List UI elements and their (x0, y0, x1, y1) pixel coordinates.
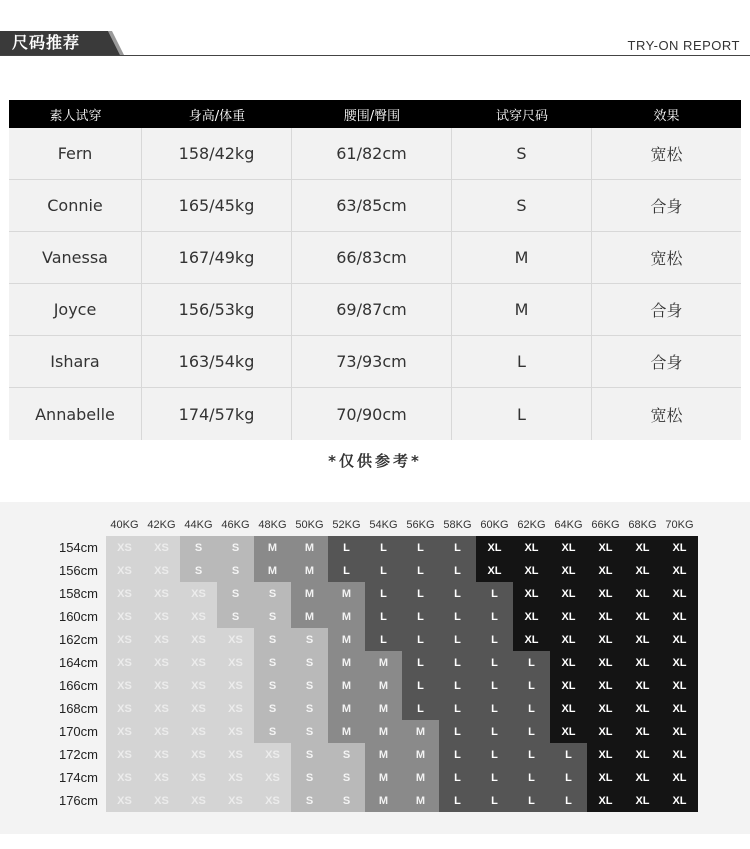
cell-fit: 宽松 (650, 405, 683, 425)
size-cell: S (254, 651, 291, 674)
size-cell: L (439, 651, 476, 674)
size-cell: XL (624, 605, 661, 628)
size-cell: XS (143, 766, 180, 789)
cell-model-name: Fern (9, 128, 142, 179)
size-cell: S (328, 743, 365, 766)
size-cell: XL (661, 743, 698, 766)
weight-label: 48KG (258, 519, 287, 531)
size-cell: XL (587, 582, 624, 605)
cell-height-weight: 174/57kg (142, 388, 292, 440)
size-cell: XL (661, 766, 698, 789)
size-cell: L (513, 789, 550, 812)
size-cell: S (291, 743, 328, 766)
weight-label: 52KG (332, 519, 361, 531)
size-cell: XL (624, 582, 661, 605)
cell-height-weight: 158/42kg (142, 128, 292, 179)
size-cell: L (365, 559, 402, 582)
size-cell: L (513, 720, 550, 743)
size-cell: L (476, 651, 513, 674)
size-cell: XL (513, 605, 550, 628)
size-cell: L (513, 674, 550, 697)
size-cell: XS (106, 651, 143, 674)
size-cell: XL (476, 559, 513, 582)
size-cell: XL (661, 559, 698, 582)
size-cell: XL (550, 674, 587, 697)
height-label: 154cm (58, 540, 98, 555)
size-cell: XL (587, 743, 624, 766)
size-cell: XS (106, 766, 143, 789)
cell-fit: 合身 (650, 301, 683, 320)
weight-label: 54KG (369, 519, 398, 531)
cell-size: S (452, 180, 592, 231)
size-cell: M (328, 697, 365, 720)
size-cell: XL (661, 789, 698, 812)
size-cell: XS (143, 651, 180, 674)
size-cell: XL (587, 628, 624, 651)
section-header (0, 0, 750, 60)
size-cell: S (291, 697, 328, 720)
size-cell: S (328, 789, 365, 812)
size-cell: XL (587, 651, 624, 674)
cell-waist-hip: 70/90cm (292, 388, 452, 440)
size-cell: L (402, 674, 439, 697)
size-cell: M (328, 582, 365, 605)
section-title: 尺码推荐 (12, 33, 81, 52)
size-cell: L (365, 605, 402, 628)
size-cell: M (291, 536, 328, 559)
cell-model-name: Joyce (9, 284, 142, 335)
size-cell: XS (217, 789, 254, 812)
size-cell: L (439, 559, 476, 582)
size-cell: XS (180, 628, 217, 651)
size-cell: XL (513, 628, 550, 651)
size-cell: L (439, 789, 476, 812)
header-cell-fit: 效果 (653, 108, 680, 124)
size-cell: XL (624, 559, 661, 582)
size-cell: XL (513, 536, 550, 559)
size-cell: S (254, 605, 291, 628)
size-cell: L (439, 605, 476, 628)
size-cell: S (291, 628, 328, 651)
size-cell: XS (217, 628, 254, 651)
size-cell: XL (587, 697, 624, 720)
size-cell: XL (587, 559, 624, 582)
size-cell: XL (550, 697, 587, 720)
height-label: 160cm (58, 609, 98, 624)
weight-label: 68KG (628, 519, 657, 531)
table-row (9, 128, 741, 180)
size-cell: L (439, 720, 476, 743)
size-cell: S (254, 582, 291, 605)
size-cell: XS (217, 720, 254, 743)
size-cell: XL (661, 697, 698, 720)
size-cell: S (180, 559, 217, 582)
cell-model-name: Annabelle (9, 388, 142, 440)
size-cell: S (217, 582, 254, 605)
size-cell: XL (513, 582, 550, 605)
size-chart (0, 502, 750, 834)
weight-label: 50KG (295, 519, 324, 531)
size-cell: XL (624, 720, 661, 743)
size-cell: M (254, 536, 291, 559)
size-cell: XS (143, 582, 180, 605)
size-cell: XS (254, 789, 291, 812)
height-label: 174cm (58, 770, 98, 785)
height-label: 156cm (58, 563, 98, 578)
size-cell: S (254, 674, 291, 697)
size-cell: XS (180, 766, 217, 789)
size-cell: L (476, 628, 513, 651)
cell-waist-hip: 61/82cm (292, 128, 452, 179)
size-cell: M (328, 651, 365, 674)
size-cell: L (402, 582, 439, 605)
size-cell: XS (106, 605, 143, 628)
size-cell: XL (661, 605, 698, 628)
size-cell: XS (180, 651, 217, 674)
size-cell: XS (254, 766, 291, 789)
size-cell: M (402, 789, 439, 812)
table-row (9, 336, 741, 388)
cell-model-name: Ishara (9, 336, 142, 387)
cell-height-weight: 167/49kg (142, 232, 292, 283)
size-cell: XS (106, 720, 143, 743)
size-cell: XL (587, 605, 624, 628)
size-cell: XL (550, 651, 587, 674)
size-cell: XL (476, 536, 513, 559)
size-cell: XL (624, 766, 661, 789)
size-cell: XS (180, 605, 217, 628)
size-cell: XL (550, 582, 587, 605)
height-label: 162cm (58, 632, 98, 647)
size-cell: M (365, 789, 402, 812)
size-cell: XS (180, 697, 217, 720)
size-cell: M (365, 766, 402, 789)
size-grid (106, 536, 697, 812)
size-cell: L (402, 536, 439, 559)
size-cell: L (476, 766, 513, 789)
size-cell: L (365, 628, 402, 651)
size-cell: XL (550, 559, 587, 582)
height-label: 158cm (58, 586, 98, 601)
size-cell: S (291, 651, 328, 674)
size-cell: XL (661, 536, 698, 559)
weight-label: 56KG (406, 519, 435, 531)
height-label: 176cm (58, 793, 98, 808)
size-cell: S (328, 766, 365, 789)
weight-label: 46KG (221, 519, 250, 531)
size-cell: L (439, 766, 476, 789)
size-cell: M (365, 697, 402, 720)
size-cell: L (476, 582, 513, 605)
size-cell: XS (143, 720, 180, 743)
size-cell: L (550, 743, 587, 766)
size-cell: L (513, 651, 550, 674)
cell-size: S (452, 128, 592, 179)
height-label: 168cm (58, 701, 98, 716)
size-cell: L (476, 743, 513, 766)
size-cell: XL (661, 720, 698, 743)
size-cell: XS (143, 559, 180, 582)
tryon-table-body (9, 128, 741, 440)
size-cell: XL (661, 651, 698, 674)
header-cell-height-weight: 身高/体重 (188, 108, 246, 124)
cell-fit: 宽松 (650, 145, 683, 164)
cell-height-weight: 163/54kg (142, 336, 292, 387)
size-cell: XL (587, 789, 624, 812)
size-cell: L (476, 789, 513, 812)
table-row (9, 232, 741, 284)
size-cell: XS (180, 582, 217, 605)
size-cell: XL (624, 789, 661, 812)
size-cell: L (513, 697, 550, 720)
size-cell: S (217, 605, 254, 628)
size-cell: XS (106, 536, 143, 559)
cell-waist-hip: 66/83cm (292, 232, 452, 283)
weight-label: 66KG (591, 519, 620, 531)
size-cell: M (328, 628, 365, 651)
size-cell: L (476, 605, 513, 628)
size-cell: S (180, 536, 217, 559)
size-cell: XS (143, 743, 180, 766)
size-cell: XL (624, 651, 661, 674)
size-cell: L (439, 582, 476, 605)
size-cell: XL (661, 582, 698, 605)
size-cell: XS (106, 697, 143, 720)
size-cell: L (365, 536, 402, 559)
cell-size: L (452, 388, 592, 440)
weight-label: 58KG (443, 519, 472, 531)
size-cell: XL (624, 628, 661, 651)
size-cell: XL (661, 674, 698, 697)
size-cell: L (439, 628, 476, 651)
size-cell: XS (106, 559, 143, 582)
size-cell: XS (106, 628, 143, 651)
weight-label: 60KG (480, 519, 509, 531)
size-cell: S (217, 536, 254, 559)
size-cell: XS (106, 789, 143, 812)
size-cell: S (291, 720, 328, 743)
weight-label: 64KG (554, 519, 583, 531)
size-cell: XL (550, 720, 587, 743)
size-cell: XL (550, 605, 587, 628)
size-cell: XS (143, 628, 180, 651)
cell-model-name: Connie (9, 180, 142, 231)
size-cell: L (402, 651, 439, 674)
size-cell: XS (254, 743, 291, 766)
weight-label: 42KG (147, 519, 176, 531)
size-cell: M (291, 582, 328, 605)
header-cell-waist-hip: 腰围/臀围 (343, 108, 401, 124)
size-cell: M (365, 674, 402, 697)
weight-label: 62KG (517, 519, 546, 531)
cell-size: M (452, 232, 592, 283)
size-cell: L (402, 697, 439, 720)
size-cell: S (254, 628, 291, 651)
tryon-table-header (9, 100, 741, 128)
size-cell: XL (587, 766, 624, 789)
size-cell: S (254, 697, 291, 720)
size-cell: XL (587, 674, 624, 697)
size-cell: XS (180, 743, 217, 766)
size-cell: L (476, 720, 513, 743)
size-cell: XS (106, 674, 143, 697)
size-cell: XS (217, 697, 254, 720)
size-cell: XS (217, 743, 254, 766)
size-cell: XL (624, 674, 661, 697)
size-cell: XS (217, 651, 254, 674)
table-row (9, 284, 741, 336)
cell-height-weight: 165/45kg (142, 180, 292, 231)
header-cell-model: 素人试穿 (49, 108, 102, 124)
size-cell: XS (106, 743, 143, 766)
cell-waist-hip: 63/85cm (292, 180, 452, 231)
size-cell: L (439, 674, 476, 697)
size-cell: XS (143, 605, 180, 628)
size-cell: M (291, 559, 328, 582)
size-cell: S (254, 720, 291, 743)
size-cell: L (402, 605, 439, 628)
size-cell: L (439, 743, 476, 766)
cell-fit: 合身 (650, 353, 683, 372)
size-cell: XS (180, 720, 217, 743)
size-cell: XS (217, 766, 254, 789)
size-cell: XL (550, 536, 587, 559)
cell-waist-hip: 73/93cm (292, 336, 452, 387)
size-cell: L (550, 789, 587, 812)
reference-note: *仅供参考* (328, 452, 422, 470)
size-cell: L (402, 559, 439, 582)
size-cell: M (328, 720, 365, 743)
size-cell: XS (180, 674, 217, 697)
size-cell: XS (217, 674, 254, 697)
size-cell: XL (587, 720, 624, 743)
report-label: TRY-ON REPORT (627, 38, 740, 53)
size-cell: L (365, 582, 402, 605)
size-cell: M (291, 605, 328, 628)
size-cell: L (328, 536, 365, 559)
size-cell: M (402, 766, 439, 789)
size-cell: L (476, 697, 513, 720)
height-label: 166cm (58, 678, 98, 693)
cell-fit: 宽松 (650, 249, 683, 268)
size-cell: L (439, 536, 476, 559)
tryon-table (9, 100, 741, 440)
size-cell: L (439, 697, 476, 720)
table-row (9, 180, 741, 232)
size-cell: M (402, 743, 439, 766)
header-cell-size: 试穿尺码 (495, 108, 548, 124)
size-cell: XS (143, 536, 180, 559)
cell-model-name: Vanessa (9, 232, 142, 283)
size-cell: L (328, 559, 365, 582)
weight-label: 70KG (665, 519, 694, 531)
size-cell: L (402, 628, 439, 651)
size-cell: XS (143, 674, 180, 697)
size-cell: M (365, 743, 402, 766)
cell-fit: 合身 (650, 197, 683, 216)
size-cell: S (291, 789, 328, 812)
height-label: 172cm (58, 747, 98, 762)
height-label: 164cm (58, 655, 98, 670)
size-cell: M (328, 674, 365, 697)
size-cell: M (365, 651, 402, 674)
cell-height-weight: 156/53kg (142, 284, 292, 335)
size-cell: M (254, 559, 291, 582)
cell-size: L (452, 336, 592, 387)
cell-size: M (452, 284, 592, 335)
size-cell: S (217, 559, 254, 582)
size-cell: XL (550, 628, 587, 651)
size-cell: XL (624, 743, 661, 766)
height-label: 170cm (58, 724, 98, 739)
size-cell: XS (143, 697, 180, 720)
size-cell: S (291, 674, 328, 697)
weight-label: 40KG (110, 519, 139, 531)
size-cell: M (402, 720, 439, 743)
size-cell: XL (624, 536, 661, 559)
size-cell: L (476, 674, 513, 697)
size-cell: L (550, 766, 587, 789)
header-divider (0, 55, 750, 56)
size-cell: XS (143, 789, 180, 812)
size-cell: XS (180, 789, 217, 812)
weight-label: 44KG (184, 519, 213, 531)
size-cell: XL (661, 628, 698, 651)
size-cell: XL (513, 559, 550, 582)
size-cell: S (291, 766, 328, 789)
size-cell: L (513, 743, 550, 766)
size-cell: L (513, 766, 550, 789)
cell-waist-hip: 69/87cm (292, 284, 452, 335)
size-cell: XL (587, 536, 624, 559)
table-row (9, 388, 741, 440)
size-cell: XS (106, 582, 143, 605)
size-cell: XL (624, 697, 661, 720)
size-cell: M (365, 720, 402, 743)
size-cell: M (328, 605, 365, 628)
